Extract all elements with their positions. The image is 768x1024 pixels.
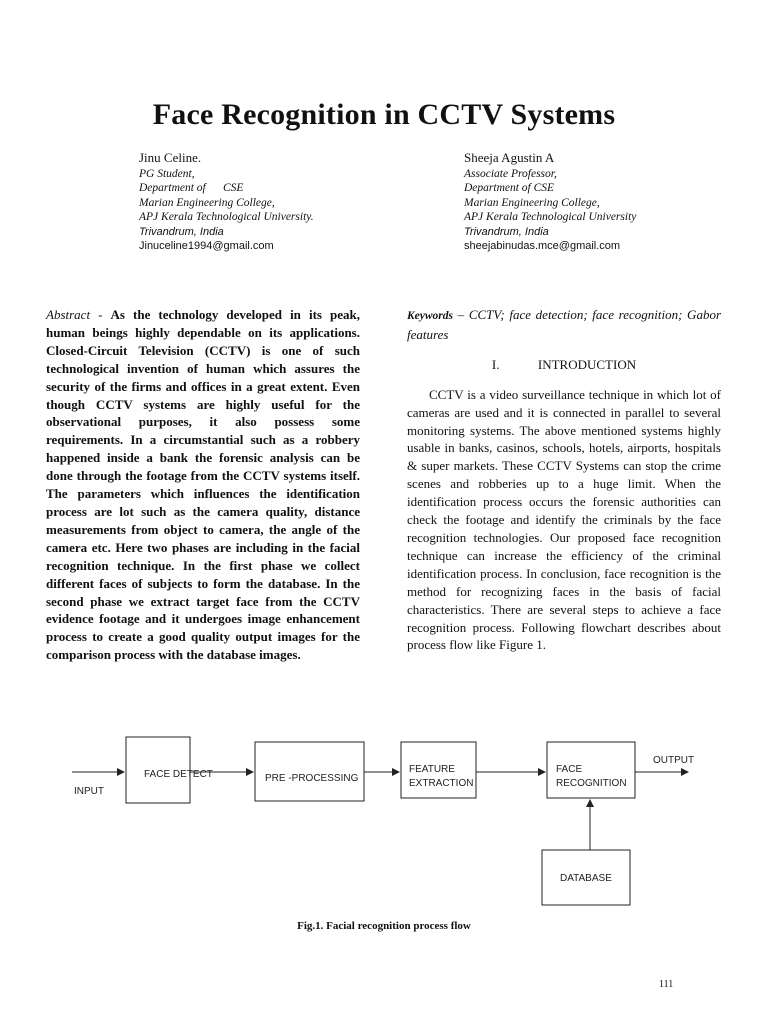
section-title: INTRODUCTION bbox=[537, 356, 637, 372]
figure-caption: Fig.1. Facial recognition process flow bbox=[297, 920, 471, 932]
keywords-label: Keywords bbox=[407, 310, 453, 322]
abstract-text: As the technology developed in its peak, human beings highly dependable on its applications. Closed-Circuit Television (CCTV) is one of such technological invention of human which assures the security of the firms and offices in a great extent. Even though CCTV systems are highly useful for the observational purposes, it also possess some requirements. In a circumstantial such as a robbery happened inside a bank the forensic analysis can be done through the footage from the CCTV systems itself. The parameters which influences the identification process are lot such as the camera quality, distance measurements from object to camera, the angle of the camera etc. Here two phases are including in the facial recognition technique. In the first phase we collect different faces of subjects to form the database. In the second phase we extract target face from the CCTV evidence footage and it undergoes image enhancement process to create a good quality output images for the comparison process with the database images. bbox=[46, 307, 361, 663]
paper-title: Face Recognition in CCTV Systems bbox=[152, 98, 616, 131]
author-location: Trivandrum, India bbox=[464, 225, 549, 238]
author-block-1 bbox=[139, 151, 469, 254]
face-recognition-label-1: FACE bbox=[556, 764, 583, 775]
page-number: 111 bbox=[659, 979, 674, 990]
intro-column bbox=[407, 306, 721, 654]
author-role: Associate Professor, bbox=[464, 167, 557, 180]
author-name: Sheeja Agustin A bbox=[464, 150, 555, 165]
pre-processing-label: PRE -PROCESSING bbox=[265, 773, 359, 784]
author-email: Jinuceline1994@gmail.com bbox=[139, 240, 274, 252]
database-label: DATABASE bbox=[560, 873, 612, 884]
face-detect-label: FACE DETECT bbox=[144, 769, 213, 780]
author-university: APJ Kerala Technological University. bbox=[139, 211, 314, 223]
section-number: I. bbox=[491, 356, 500, 372]
section-heading bbox=[407, 356, 721, 374]
author-department: Department of CSE bbox=[464, 182, 555, 194]
face-recognition-label-2: RECOGNITION bbox=[556, 778, 627, 789]
keywords-text: – CCTV; face detection; face recognition; Gabor features bbox=[407, 307, 722, 342]
feature-extraction-label-1: FEATURE bbox=[409, 764, 455, 775]
author-department: Department of CSE bbox=[139, 182, 244, 194]
author-email: sheejabinudas.mce@gmail.com bbox=[464, 240, 621, 252]
author-name: Jinu Celine. bbox=[139, 150, 202, 165]
abstract-label: Abstract - bbox=[46, 307, 103, 322]
intro-paragraph: CCTV is a video surveillance technique in which lot of cameras are used and it is connected in parallel to several monitoring systems. The above mentioned systems highly usable in banks, casinos, schools, hotels, airports, hospitals & super markets. These CCTV Systems can stop the crime scenes and robberies up to a huge limit. When the identification process occurs the forensic authorities can check the footage and identify the criminals by the face recognition technologies. Our proposed face recognition technique can increase the efficiency of the criminal identification process. In conclusion, face recognition is the method for recognizing faces in the basis of facial characteristics. There are several steps to achieve a face recognition process. Following flowchart describes about process flow like Figure 1. bbox=[407, 386, 721, 653]
pre-processing-box bbox=[255, 742, 364, 801]
author-role: PG Student, bbox=[139, 167, 195, 180]
abstract-column bbox=[46, 306, 360, 664]
abstract-paragraph bbox=[46, 306, 360, 664]
input-label: INPUT bbox=[74, 786, 104, 797]
author-location: Trivandrum, India bbox=[139, 225, 224, 238]
author-college: Marian Engineering College, bbox=[464, 196, 600, 209]
author-university: APJ Kerala Technological University bbox=[464, 211, 637, 223]
process-flow-diagram bbox=[0, 720, 768, 920]
output-label: OUTPUT bbox=[653, 755, 695, 766]
author-college: Marian Engineering College, bbox=[139, 196, 275, 209]
keywords-paragraph bbox=[407, 306, 721, 344]
author-block-2 bbox=[464, 151, 768, 254]
feature-extraction-label-2: EXTRACTION bbox=[409, 778, 474, 789]
